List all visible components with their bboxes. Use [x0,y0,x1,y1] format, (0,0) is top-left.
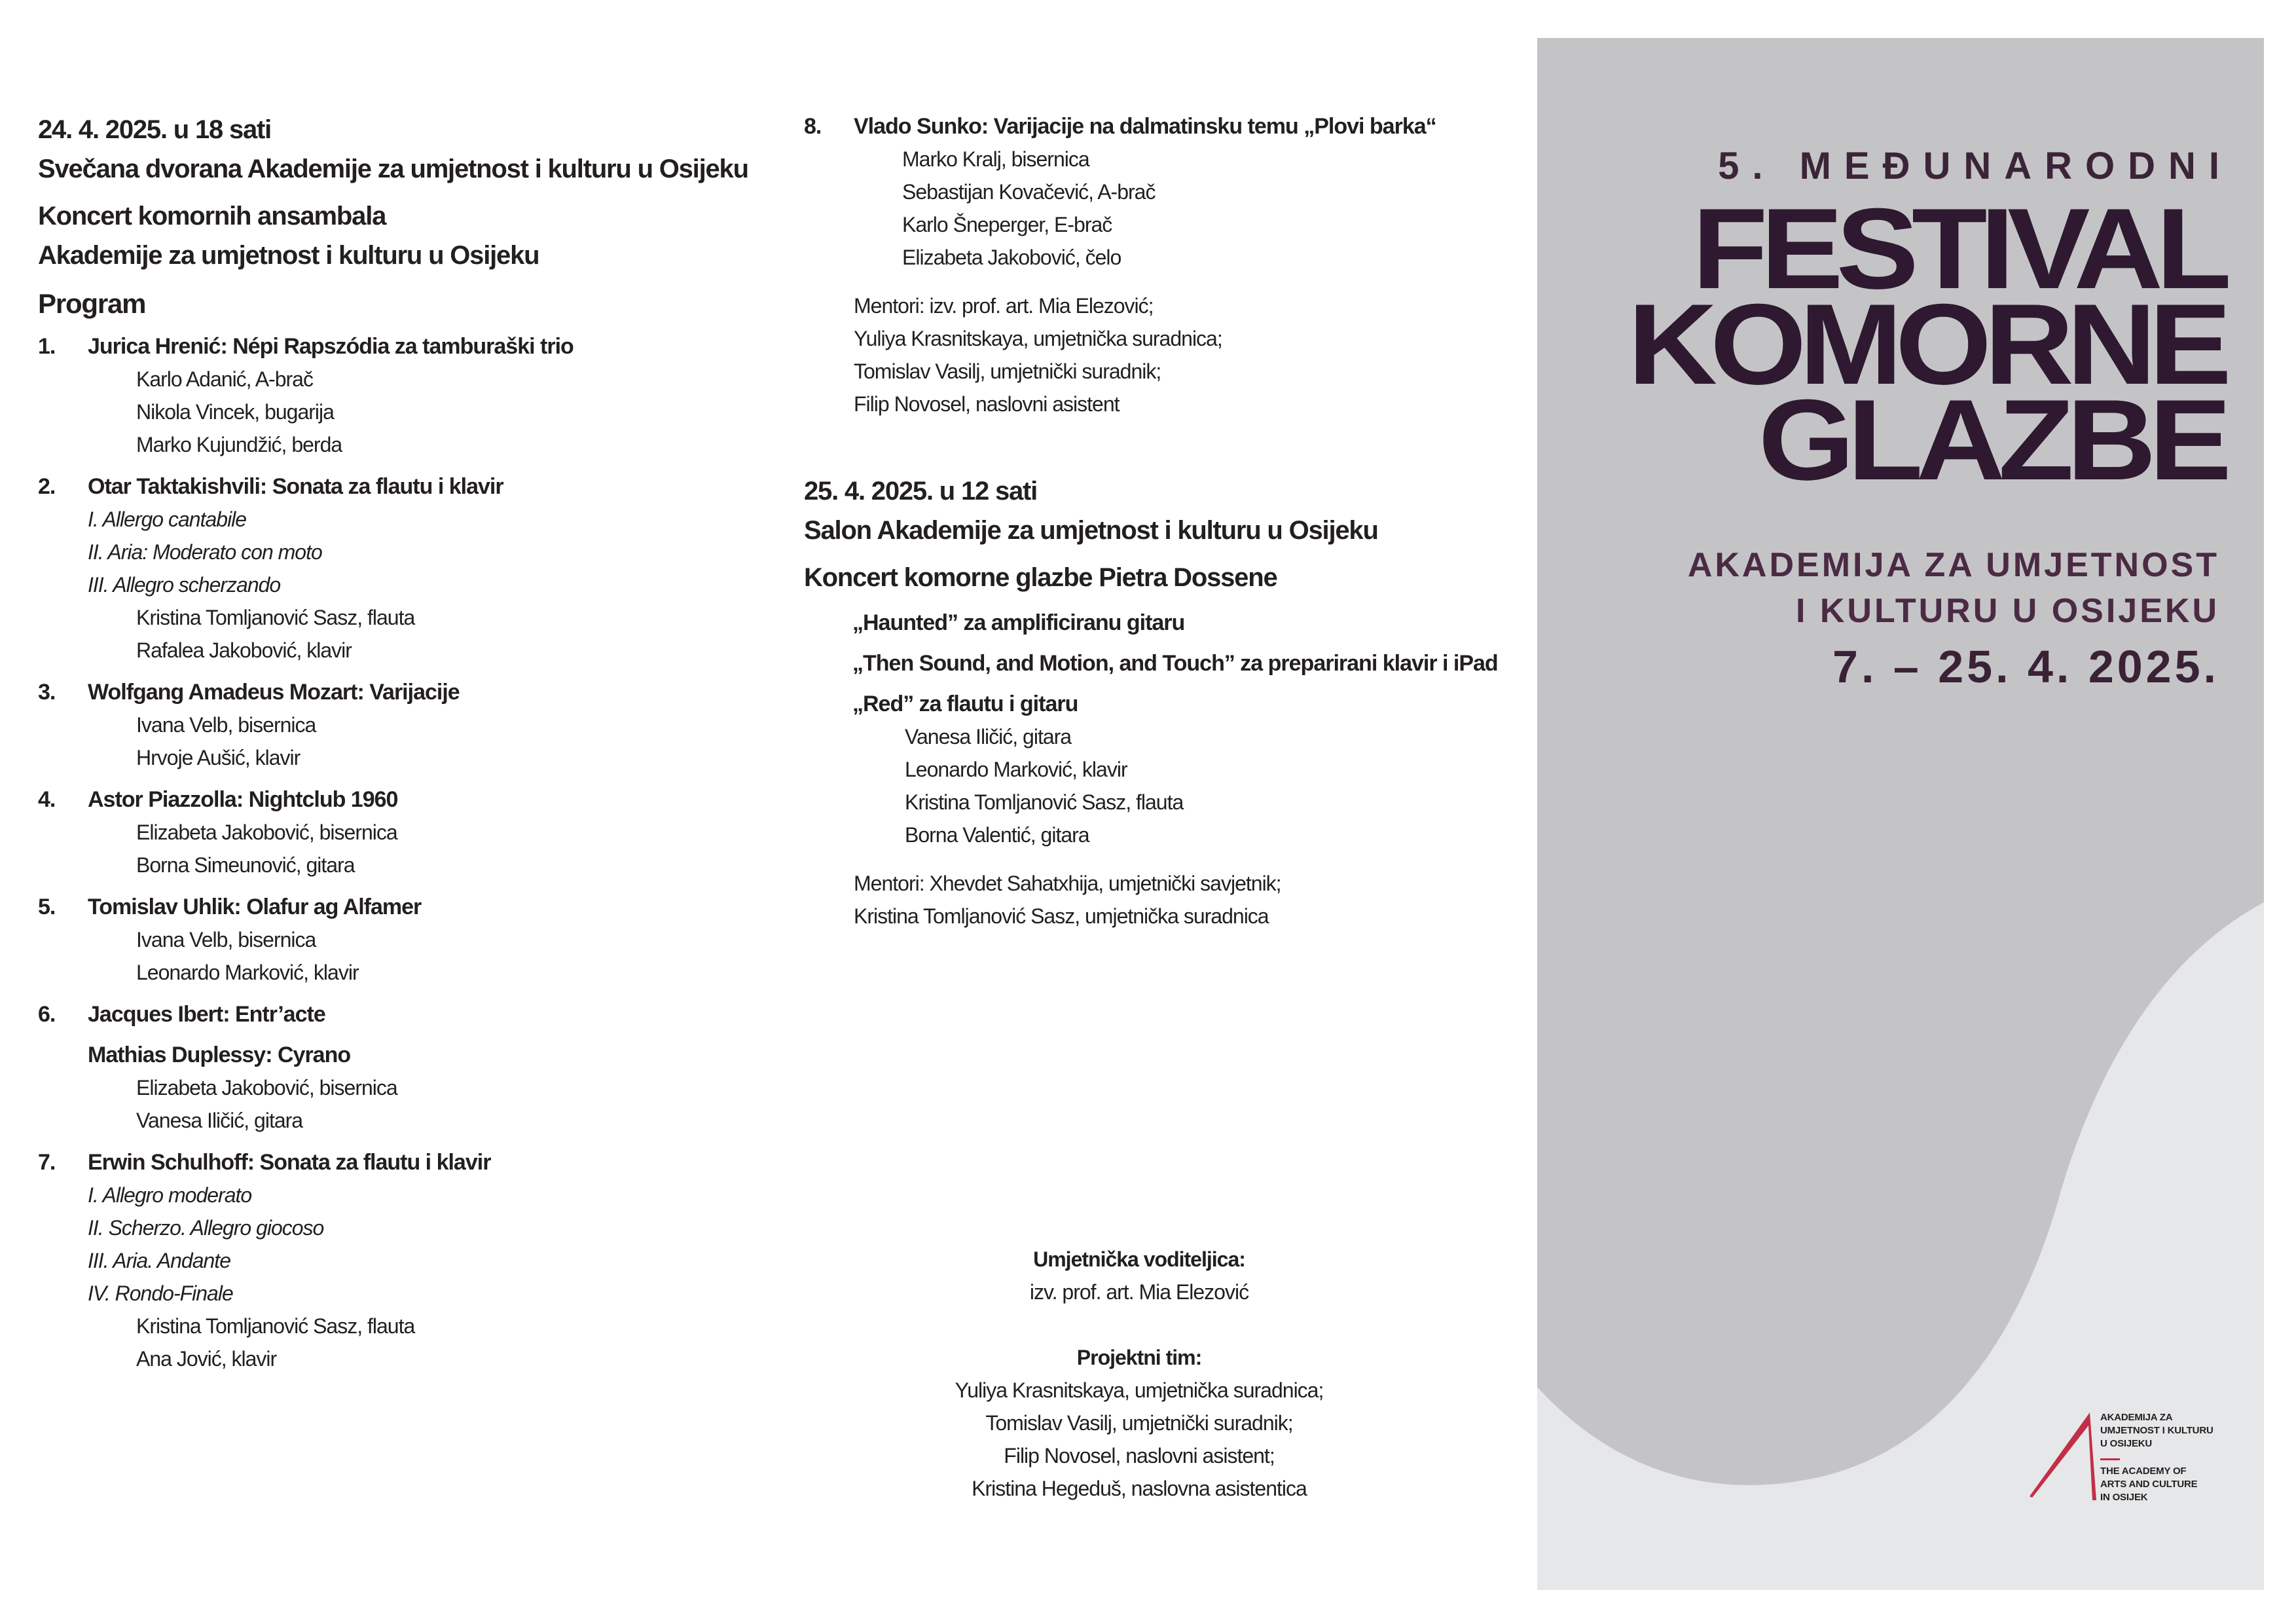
festival-edition: 5. MEĐUNARODNI [1718,145,2232,187]
event2-work: „Haunted” za amplificiranu gitaru [852,610,1185,635]
mentor-line: Filip Novosel, naslovni asistent [854,392,1120,416]
performer: Kristina Tomljanović Sasz, flauta [136,606,415,629]
program-item-work: Wolfgang Amadeus Mozart: Varijacije [88,680,460,705]
mentor-line: Tomislav Vasilj, umjetnički suradnik; [854,360,1161,383]
program-item-work: Vlado Sunko: Varijacije na dalmatinsku temu „Plovi barka“ [854,114,1436,139]
performer: Leonardo Marković, klavir [905,758,1127,781]
program-item [38,676,791,774]
movement: III. Allegro scherzando [88,573,281,597]
mentor-line: Mentori: Xhevdet Sahatxhija, umjetnički savjetnik; [854,872,1281,895]
program-item [38,470,791,667]
logo-divider [2100,1458,2120,1460]
program-item-work: Erwin Schulhoff: Sonata za flautu i klavir [88,1150,491,1175]
logo-text-en [2100,1465,2197,1504]
mentor-line: Yuliya Krasnitskaya, umjetnička suradnica; [854,327,1222,350]
program-item [38,891,791,989]
performer: Ivana Velb, bisernica [136,713,316,737]
performer: Elizabeta Jakobović, bisernica [136,821,397,844]
event1-title-line1: Koncert komornih ansambala [38,202,386,231]
performer: Borna Simeunović, gitara [136,853,355,877]
performer: Kristina Tomljanović Sasz, flauta [905,790,1184,814]
program-item-number: 8. [804,114,822,139]
logo-line: U OSIJEKU [2100,1438,2153,1449]
program-column-left [38,110,791,1384]
event2-date: 25. 4. 2025. u 12 sati [804,477,1038,506]
program-item-number: 2. [38,474,56,499]
performer: Ivana Velb, bisernica [136,928,316,951]
program-column-middle [804,110,1518,932]
movement: I. Allegro moderato [88,1183,252,1207]
program-item-work: Mathias Duplessy: Cyrano [88,1043,351,1067]
performer: Marko Kralj, bisernica [902,147,1089,171]
academy-logo-icon [2030,1412,2102,1504]
mentor-line: Mentori: izv. prof. art. Mia Elezović; [854,294,1154,318]
logo-text-hr [2100,1411,2214,1450]
performer: Rafalea Jakobović, klavir [136,638,352,662]
team-member: Yuliya Krasnitskaya, umjetnička suradnica; [955,1378,1324,1402]
performer: Elizabeta Jakobović, čelo [902,246,1121,269]
festival-dates: 7. – 25. 4. 2025. [1832,641,2219,692]
program-item [38,330,791,461]
program-item-work: Astor Piazzolla: Nightclub 1960 [88,787,398,812]
program-item-work: Jacques Ibert: Entr’acte [88,1002,325,1027]
performer: Sebastijan Kovačević, A-brač [902,180,1156,204]
logo-line: THE ACADEMY OF [2100,1466,2187,1477]
festival-title [1628,185,2225,504]
logo-line: IN OSIJEK [2100,1492,2148,1503]
event2-works [804,606,1518,851]
program-item-number: 7. [38,1150,56,1175]
logo-line: ARTS AND CULTURE [2100,1479,2198,1490]
performer: Karlo Adanić, A-brač [136,367,313,391]
performer: Vanesa Iličić, gitara [136,1109,303,1132]
institution-name [1688,542,2219,634]
mentor-line: Kristina Tomljanović Sasz, umjetnička suradnica [854,904,1269,928]
event2-work: „Red” za flautu i gitaru [852,692,1078,716]
festival-title-line: FESTIVAL [1692,185,2225,313]
team-member: Filip Novosel, naslovni asistent; [1004,1444,1275,1467]
director-name: izv. prof. art. Mia Elezović [1029,1280,1249,1304]
movement: I. Allergo cantabile [88,507,247,531]
performer: Elizabeta Jakobović, bisernica [136,1076,397,1099]
performer: Hrvoje Aušić, klavir [136,746,301,769]
performer: Leonardo Marković, klavir [136,961,359,984]
performer: Ana Jović, klavir [136,1347,277,1371]
performer: Kristina Tomljanović Sasz, flauta [136,1314,415,1338]
performer: Karlo Šneperger, E-brač [902,213,1112,236]
program-item-number: 3. [38,680,56,705]
program-item-work: Tomislav Uhlik: Olafur ag Alfamer [88,895,422,919]
team-member: Kristina Hegeduš, naslovna asistentica [972,1477,1307,1500]
performer: Nikola Vincek, bugarija [136,400,334,424]
logo-line: AKADEMIJA ZA [2100,1412,2173,1423]
event2-mentors [804,867,1518,932]
institution-line: I KULTURU U OSIJEKU [1795,592,2219,630]
movement: IV. Rondo-Finale [88,1282,233,1305]
cover-panel [1537,38,2264,1590]
performer: Vanesa Iličić, gitara [905,725,1072,748]
festival-title-line: GLAZBE [1758,377,2225,504]
event2-work: „Then Sound, and Motion, and Touch” za preparirani klavir i iPad [852,651,1498,676]
academy-logo [2030,1411,2239,1555]
movement: III. Aria. Andante [88,1249,230,1272]
program-item-work: Jurica Hrenić: Népi Rapszódia za tamburaški trio [88,334,574,359]
program-item-number: 5. [38,895,56,919]
program-item-number: 4. [38,787,56,812]
festival-title-line: KOMORNE [1628,281,2225,409]
event1-date: 24. 4. 2025. u 18 sati [38,115,272,144]
credits [903,1243,1375,1505]
program-item-number: 6. [38,1002,56,1027]
logo-line: UMJETNOST I KULTURU [2100,1425,2214,1436]
program-item [38,998,791,1137]
event1-venue: Svečana dvorana Akademije za umjetnost i kulturu u Osijeku [38,155,748,183]
performer: Borna Valentić, gitara [905,823,1089,847]
program-item [804,110,1518,420]
institution-line: AKADEMIJA ZA UMJETNOST [1687,546,2219,584]
performer: Marko Kujundžić, berda [136,433,342,456]
director-heading: Umjetnička voditeljica: [1033,1247,1245,1271]
event1-title-line2: Akademije za umjetnost i kulturu u Osijeku [38,241,539,270]
program-item [38,783,791,881]
movement: II. Aria: Moderato con moto [88,540,322,564]
team-heading: Projektni tim: [1076,1346,1202,1369]
event2-venue: Salon Akademije za umjetnost i kulturu u Osijeku [804,516,1378,545]
program-item-number: 1. [38,334,56,359]
program-item-work: Otar Taktakishvili: Sonata za flautu i klavir [88,474,503,499]
program-item [38,1146,791,1375]
program-heading: Program [38,288,146,319]
event2-title: Koncert komorne glazbe Pietra Dossene [804,563,1277,592]
movement: II. Scherzo. Allegro giocoso [88,1216,324,1240]
team-member: Tomislav Vasilj, umjetnički suradnik; [985,1411,1293,1435]
program-list [38,330,791,1375]
